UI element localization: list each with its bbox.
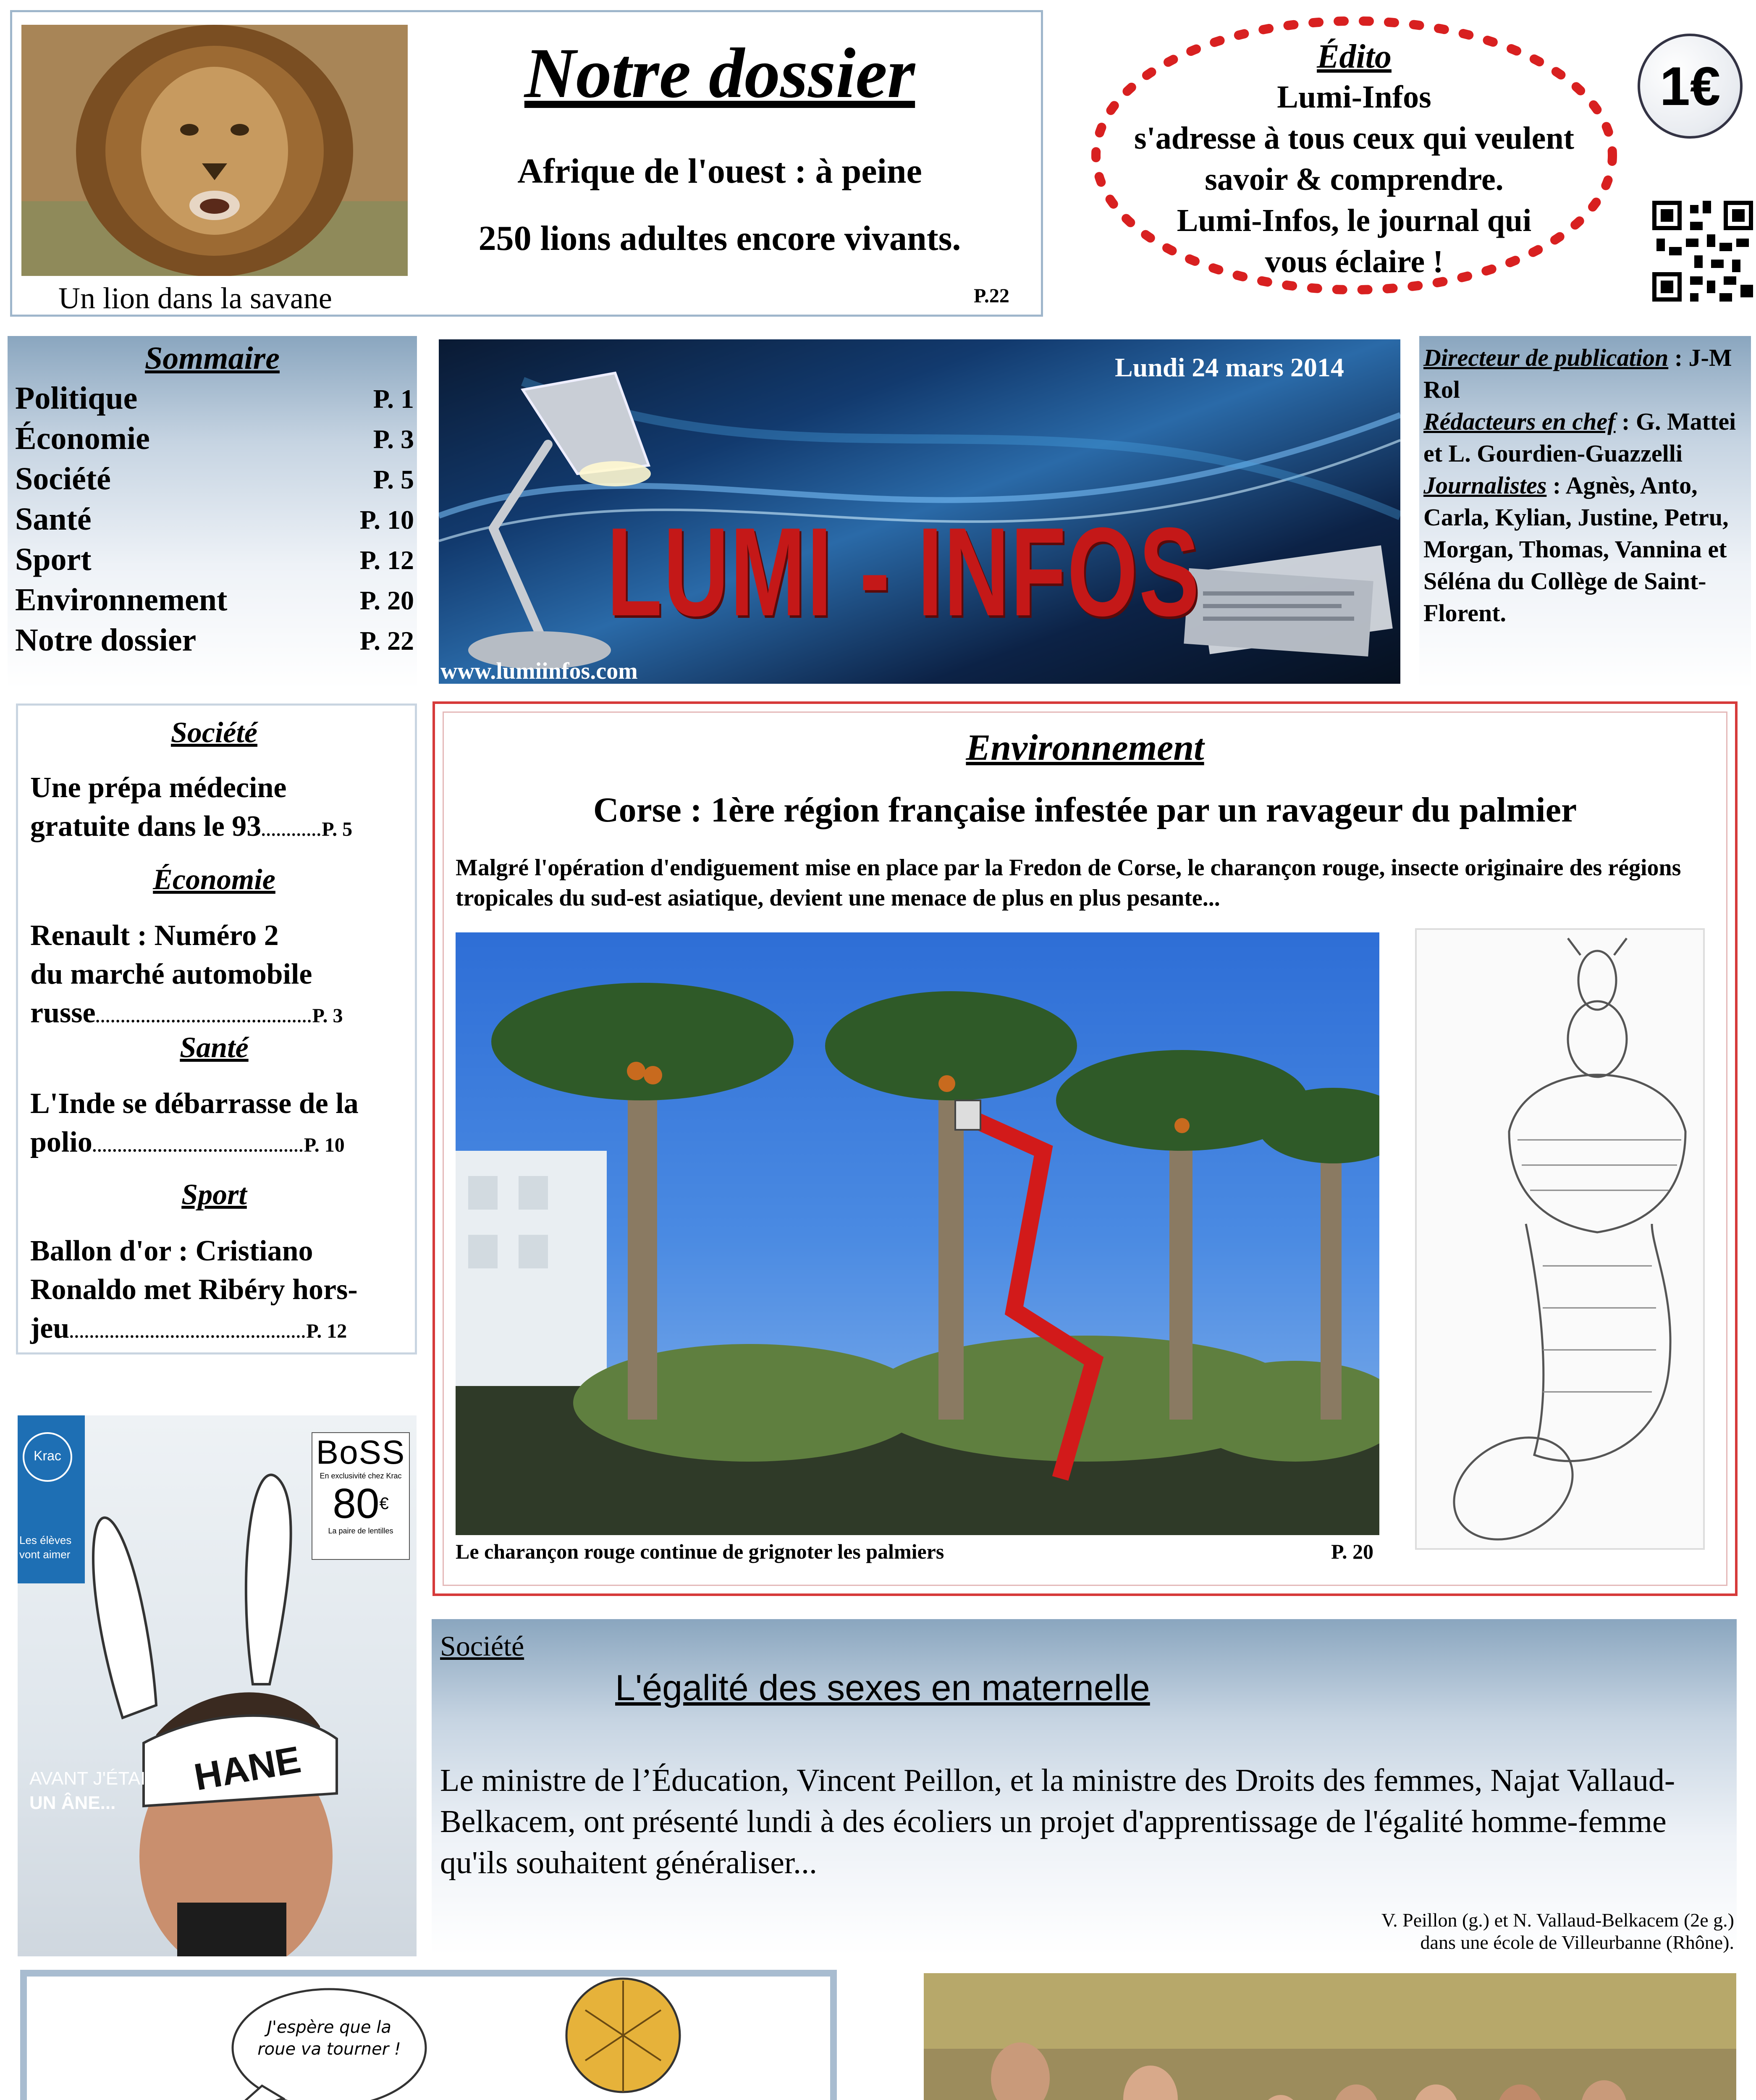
editors-names: G. Mattei et L. Gourdien-Guazzelli	[1423, 408, 1736, 467]
teaser-societe[interactable]: Une prépa médecine gratuite dans le 93............P. 5	[30, 772, 353, 843]
masthead-banner	[439, 339, 1400, 684]
environnement-caption: Le charançon rouge continue de grignoter les palmiers	[456, 1540, 944, 1563]
sommaire-item[interactable]: Environnement P. 20	[15, 582, 414, 617]
edito-line-5: vous éclaire !	[1265, 244, 1444, 279]
teaser-rubric-economie[interactable]: Économie	[153, 864, 275, 896]
sommaire-item[interactable]: Santé P. 10	[15, 501, 414, 537]
ad-tagline-1: AVANT J'ÉTAIS	[29, 1768, 158, 1789]
dossier-box	[10, 10, 1043, 317]
environnement-rubric[interactable]: Environnement	[966, 727, 1204, 768]
dossier-heading: Notre dossier	[524, 34, 915, 113]
price-text: 1€	[1659, 55, 1721, 117]
edito-heading: Édito	[1317, 38, 1392, 75]
ad-tagline-2: UN ÂNE...	[29, 1793, 116, 1813]
director-label: Directeur de publication	[1423, 344, 1669, 371]
ballon-dor-cartoon	[20, 1970, 837, 2100]
credits-text: Directeur de publication : J-M Rol Rédacteurs en chef : G. Mattei et L. Gourdien-Guazzelli Journalistes : Agnès, Anto, Carla, Kylian, Justine, Petru, Morgan, Thomas, Vannina et Séléna du Collège de Saint-Florent.	[1423, 344, 1736, 627]
weevil-drawing	[1415, 928, 1705, 1550]
credits-panel	[1419, 336, 1751, 689]
director-name: J-M Rol	[1423, 344, 1732, 403]
cartoon-bubble-text: J'espère que la roue va tourner !	[257, 2018, 401, 2059]
sommaire-item[interactable]: Économie P. 3	[15, 421, 414, 456]
hat-text: HANE	[191, 1738, 304, 1799]
qr-code[interactable]	[1652, 201, 1753, 302]
krac-brand: Krac	[23, 1432, 72, 1482]
banner-title: LUMI - INFOS	[607, 501, 1201, 642]
sommaire-item[interactable]: Notre dossier P. 22	[15, 622, 414, 658]
teaser-sante[interactable]: L'Inde se débarrasse de la polio..........................................P. 10	[30, 1087, 359, 1158]
classroom-photo	[924, 1973, 1736, 2100]
sommaire-panel	[8, 336, 417, 689]
krac-slogan: Les élèves vont aimer	[19, 1534, 72, 1561]
edito-line-4: Lumi-Infos, le journal qui	[1177, 203, 1532, 238]
banner-url[interactable]: www.lumiinfos.com	[440, 658, 638, 684]
krac-ad[interactable]	[18, 1415, 417, 1956]
societe-rubric[interactable]: Société	[440, 1630, 524, 1662]
banner-date: Lundi 24 mars 2014	[1115, 352, 1344, 382]
edito-bubble	[1083, 8, 1625, 302]
teaser-sport[interactable]: Ballon d'or : Cristiano Ronaldo met Ribéry hors- jeu...............................................P. 12	[30, 1235, 358, 1344]
dossier-line2: 250 lions adultes encore vivants.	[478, 219, 961, 258]
societe-caption-1: V. Peillon (g.) et N. Vallaud-Belkacem (2e g.)	[1381, 1909, 1734, 1931]
editors-label: Rédacteurs en chef	[1423, 408, 1616, 435]
sommaire-item[interactable]: Sport P. 12	[15, 542, 414, 577]
journalists-names: Agnès, Anto, Carla, Kylian, Justine, Petru, Morgan, Thomas, Vannina et Séléna du Collège de Saint-Florent.	[1423, 472, 1729, 627]
sommaire-heading: Sommaire	[145, 341, 280, 376]
boss-unit: La paire de lentilles	[328, 1527, 393, 1535]
dossier-page: P.22	[974, 285, 1009, 307]
boss-price: 80	[333, 1480, 380, 1527]
sommaire-item[interactable]: Société P. 5	[15, 461, 414, 496]
teaser-economie[interactable]: Renault : Numéro 2 du marché automobile russe...........................................P. 3	[30, 919, 343, 1029]
lion-photo	[21, 25, 408, 276]
price-badge	[1638, 34, 1743, 139]
edito-line-3: savoir & comprendre.	[1205, 162, 1504, 197]
teaser-rubric-sport[interactable]: Sport	[181, 1179, 247, 1211]
societe-body: Le ministre de l’Éducation, Vincent Peillon, et la ministre des Droits des femmes, Najat Vallaud-Belkacem, ont présenté lundi à des écoliers un projet d'apprentissage de l'égalité homme-femme qu'ils souhaitent généraliser...	[440, 1763, 1675, 1880]
journalists-label: Journalistes	[1423, 472, 1547, 499]
societe-headline[interactable]: L'égalité des sexes en maternelle	[615, 1668, 1150, 1708]
environnement-lead: Malgré l'opération d'endiguement mise en place par la Fredon de Corse, le charançon rouge, insecte originaire des régions tropicales du sud-est asiatique, devient une menace de plus en plus pesante...	[456, 855, 1681, 911]
lion-caption: Un lion dans la savane	[58, 281, 332, 315]
environnement-page: P. 20	[1331, 1540, 1373, 1563]
boss-currency: €	[379, 1494, 389, 1513]
boss-product: BoSS	[316, 1433, 406, 1471]
dossier-line1: Afrique de l'ouest : à peine	[517, 152, 922, 191]
teaser-rubric-societe[interactable]: Société	[170, 717, 258, 749]
sommaire-item[interactable]: Politique P. 1	[15, 381, 414, 416]
environnement-headline[interactable]: Corse : 1ère région française infestée par un ravageur du palmier	[593, 790, 1577, 830]
teaser-rubric-sante[interactable]: Santé	[180, 1032, 249, 1064]
edito-line-2: s'adresse à tous ceux qui veulent	[1134, 121, 1574, 156]
boss-exclusive: En exclusivité chez Krac	[320, 1472, 402, 1480]
palm-trees-photo	[456, 932, 1379, 1535]
edito-line-1: Lumi-Infos	[1277, 79, 1431, 115]
societe-caption-2: dans une école de Villeurbanne (Rhône).	[1420, 1932, 1734, 1953]
